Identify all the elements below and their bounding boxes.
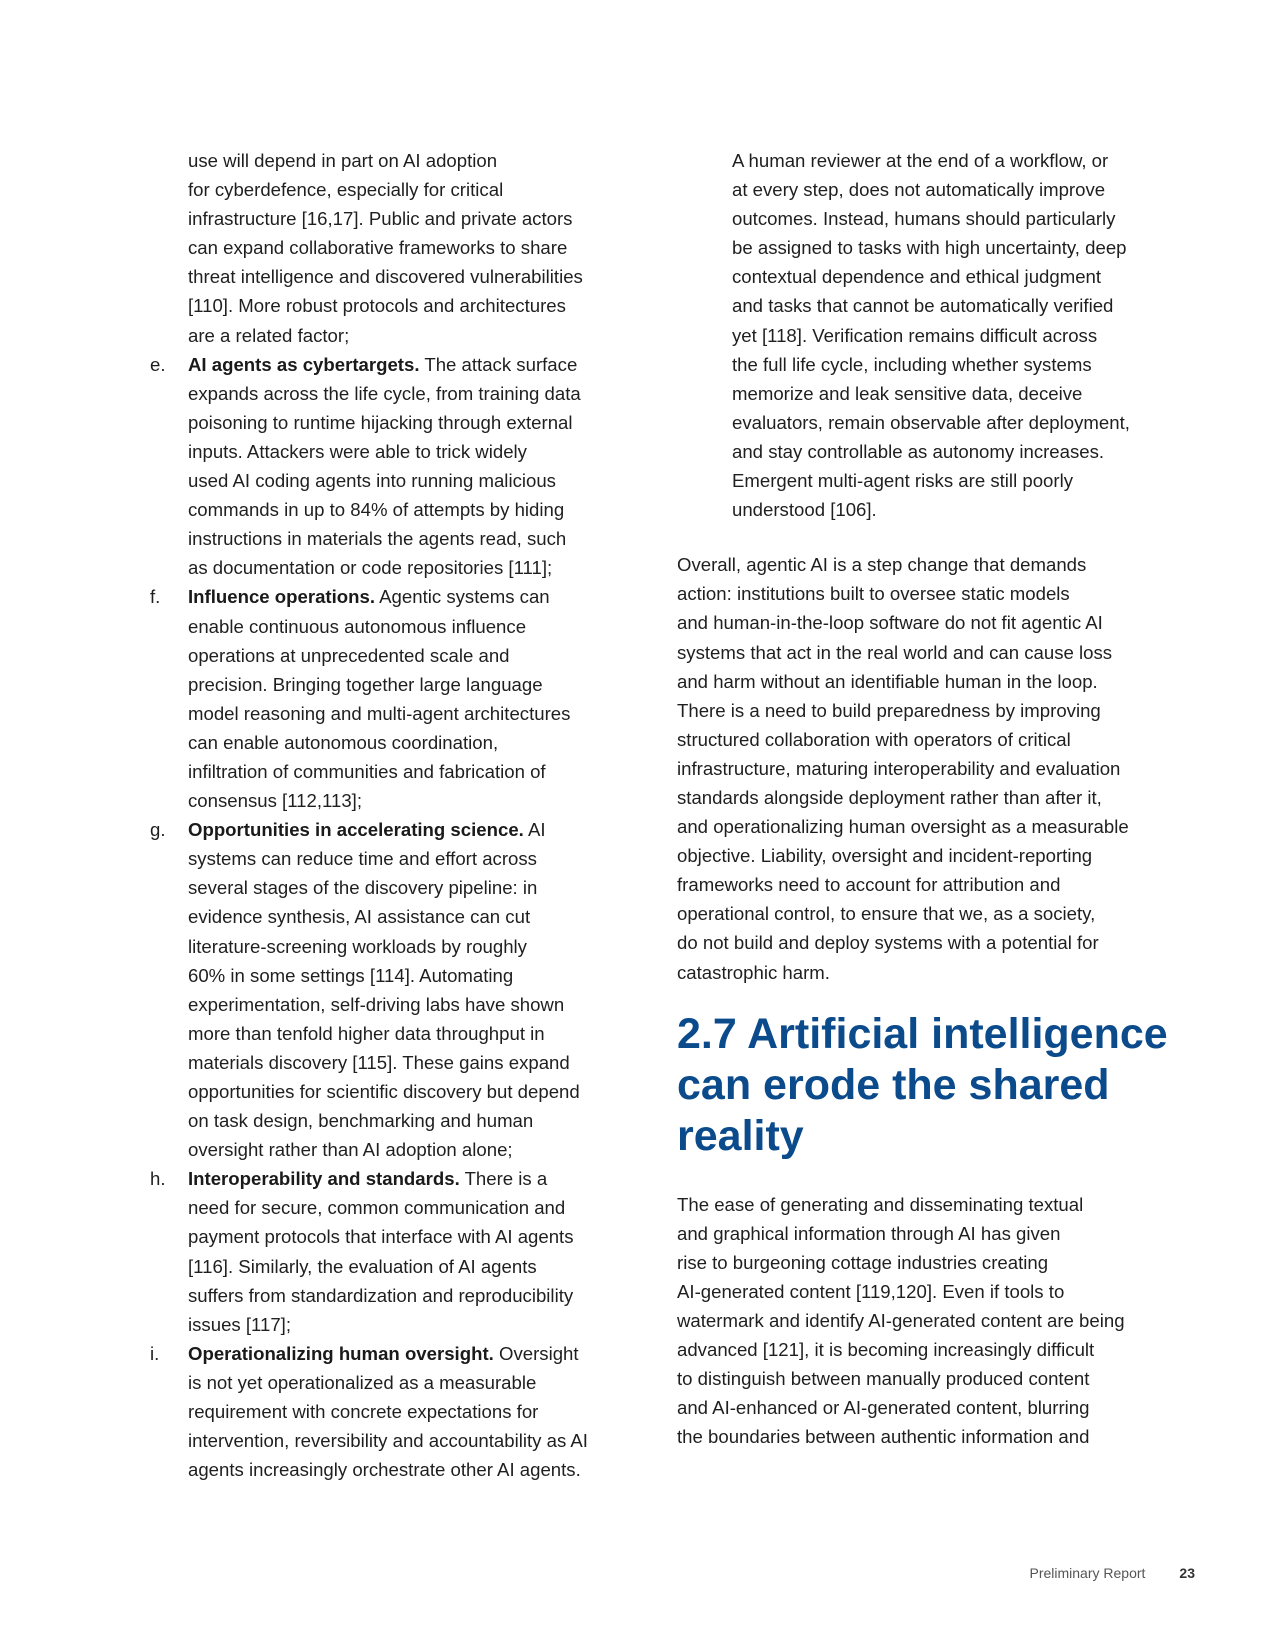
right-column <box>677 146 1168 1451</box>
text-line: evaluators, remain observable after deployment, <box>732 411 1130 433</box>
text-line: payment protocols that interface with AI agents <box>188 1226 574 1248</box>
list-marker: g. <box>150 819 166 841</box>
heading-line: can erode the shared <box>677 1060 1110 1109</box>
list-item-e <box>150 350 600 583</box>
text-line: are a related factor; <box>188 324 350 346</box>
text-line: understood [106]. <box>732 499 877 521</box>
text-line: evidence synthesis, AI assistance can cut <box>188 906 531 928</box>
list-item-f <box>150 582 600 815</box>
text-line: expands across the life cycle, from training data <box>188 382 581 404</box>
text-line: standards alongside deployment rather than after it, <box>677 786 1102 808</box>
text-line: The attack surface <box>419 353 578 375</box>
text-line: poisoning to runtime hijacking through external <box>188 411 573 433</box>
text-line: 60% in some settings [114]. Automating <box>188 964 514 986</box>
section-heading <box>677 1009 1168 1162</box>
text-line: agents increasingly orchestrate other AI agents. <box>188 1459 581 1481</box>
text-line: and harm without an identifiable human in the loop. <box>677 670 1098 692</box>
text-line: as documentation or code repositories [111]; <box>188 557 553 579</box>
text-line: opportunities for scientific discovery but depend <box>188 1081 580 1102</box>
text-line: and tasks that cannot be automatically verified <box>732 295 1114 317</box>
text-line: There is a need to build preparedness by improving <box>677 699 1101 721</box>
text-line: action: institutions built to oversee static models <box>677 583 1070 605</box>
list-item-title: Interoperability and standards. <box>188 1168 460 1190</box>
text-line: is not yet operationalized as a measurable <box>188 1371 537 1393</box>
list-item-i-continuation <box>677 146 1147 524</box>
text-line: instructions in materials the agents read, such <box>188 528 567 550</box>
text-line: can expand collaborative frameworks to share <box>188 237 568 259</box>
text-line: precision. Bringing together large language <box>188 673 543 695</box>
text-line: [110]. More robust protocols and architectures <box>188 295 566 317</box>
text-line: Agentic systems can <box>375 586 550 608</box>
text-line: [116]. Similarly, the evaluation of AI agents <box>188 1255 537 1277</box>
text-line: yet [118]. Verification remains difficult across <box>732 324 1098 346</box>
text-line: Overall, agentic AI is a step change that demands <box>677 554 1087 576</box>
text-line: systems that act in the real world and can cause loss <box>677 641 1113 663</box>
text-line: more than tenfold higher data throughput in <box>188 1022 545 1044</box>
text-line: inputs. Attackers were able to trick widely <box>188 440 527 462</box>
text-line: enable continuous autonomous influence <box>188 615 527 637</box>
left-column <box>150 146 600 1484</box>
text-line: Oversight <box>493 1342 579 1364</box>
text-line: infrastructure, maturing interoperability and evaluation <box>677 757 1121 779</box>
text-line: experimentation, self-driving labs have shown <box>188 993 565 1015</box>
summary-paragraph <box>677 550 1147 986</box>
text-line: literature-screening workloads by roughly <box>188 935 527 957</box>
text-line: outcomes. Instead, humans should particularly <box>732 208 1116 230</box>
list-item-title: Operationalizing human oversight. <box>188 1342 494 1364</box>
section-paragraph <box>677 1190 1147 1452</box>
list-marker: f. <box>150 586 161 608</box>
text-line: intervention, reversibility and accountability as AI <box>188 1430 588 1452</box>
text-line: need for secure, common communication and <box>188 1197 566 1219</box>
text-line: model reasoning and multi-agent architectures <box>188 702 571 724</box>
text-line: threat intelligence and discovered vulnerabilities <box>188 266 583 288</box>
text-line: and operationalizing human oversight as a measurable <box>677 816 1129 838</box>
text-line: oversight rather than AI adoption alone; <box>188 1139 513 1161</box>
text-line: used AI coding agents into running malicious <box>188 470 556 492</box>
list-item-title: AI agents as cybertargets. <box>188 353 420 375</box>
text-line: infrastructure [16,17]. Public and private actors <box>188 208 573 230</box>
text-line: structured collaboration with operators of critical <box>677 728 1071 750</box>
text-line: materials discovery [115]. These gains expand <box>188 1051 570 1073</box>
text-line: consensus [112,113]; <box>188 790 363 812</box>
text-line: at every step, does not automatically improve <box>732 179 1106 201</box>
list-marker: h. <box>150 1168 166 1190</box>
text-line: issues [117]; <box>188 1313 292 1335</box>
footer-label: Preliminary Report <box>1029 1565 1146 1581</box>
text-line: and AI-enhanced or AI-generated content, blurring <box>677 1397 1090 1419</box>
text-line: The ease of generating and disseminating textual <box>677 1193 1084 1215</box>
text-line: several stages of the discovery pipeline: in <box>188 877 538 899</box>
text-line: objective. Liability, oversight and incident-reporting <box>677 845 1093 867</box>
text-line: A human reviewer at the end of a workflow, or <box>732 150 1109 171</box>
text-line: for cyberdefence, especially for critical <box>188 179 504 201</box>
page-number: 23 <box>1179 1565 1195 1581</box>
text-line: infiltration of communities and fabrication of <box>188 760 546 782</box>
heading-line: reality <box>677 1111 804 1160</box>
text-line: rise to burgeoning cottage industries creating <box>677 1251 1049 1273</box>
text-line: operational control, to ensure that we, as a society, <box>677 903 1096 925</box>
list-marker: i. <box>150 1342 160 1364</box>
text-line: can enable autonomous coordination, <box>188 731 499 753</box>
text-line: and human-in-the-loop software do not fit agentic AI <box>677 612 1103 634</box>
text-line: and stay controllable as autonomy increases. <box>732 440 1105 462</box>
text-line: watermark and identify AI-generated content are being <box>677 1310 1125 1331</box>
text-line: AI <box>523 819 546 841</box>
text-line: catastrophic harm. <box>677 961 830 983</box>
text-line: There is a <box>459 1168 548 1190</box>
text-line: to distinguish between manually produced content <box>677 1368 1090 1390</box>
text-line: and graphical information through AI has given <box>677 1222 1061 1244</box>
page-footer <box>1029 1565 1195 1581</box>
text-line: Emergent multi-agent risks are still poorly <box>732 470 1074 492</box>
list-item-g <box>150 815 600 1164</box>
text-line: suffers from standardization and reproducibility <box>188 1284 574 1306</box>
text-line: operations at unprecedented scale and <box>188 644 510 666</box>
text-line: on task design, benchmarking and human <box>188 1110 534 1132</box>
list-item-title: Influence operations. <box>188 586 375 608</box>
text-line: advanced [121], it is becoming increasingly difficult <box>677 1339 1095 1361</box>
text-line: contextual dependence and ethical judgment <box>732 266 1102 288</box>
list-item-title: Opportunities in accelerating science. <box>188 819 524 841</box>
text-line: do not build and deploy systems with a potential for <box>677 932 1099 954</box>
text-line: AI-generated content [119,120]. Even if tools to <box>677 1280 1065 1302</box>
list-item-i <box>150 1339 600 1484</box>
text-line: be assigned to tasks with high uncertainty, deep <box>732 237 1127 259</box>
text-line: requirement with concrete expectations for <box>188 1401 539 1423</box>
list-item-h <box>150 1164 600 1339</box>
heading-line: 2.7 Artificial intelligence <box>677 1009 1168 1058</box>
text-line: frameworks need to account for attribution and <box>677 874 1061 896</box>
text-line: commands in up to 84% of attempts by hiding <box>188 499 565 521</box>
text-line: the full life cycle, including whether systems <box>732 353 1092 375</box>
list-marker: e. <box>150 353 166 375</box>
text-line: use will depend in part on AI adoption <box>188 150 498 171</box>
text-line: systems can reduce time and effort across <box>188 848 537 870</box>
text-line: the boundaries between authentic information and <box>677 1426 1090 1448</box>
left-intro-paragraph <box>150 146 600 350</box>
text-line: memorize and leak sensitive data, deceive <box>732 382 1083 404</box>
